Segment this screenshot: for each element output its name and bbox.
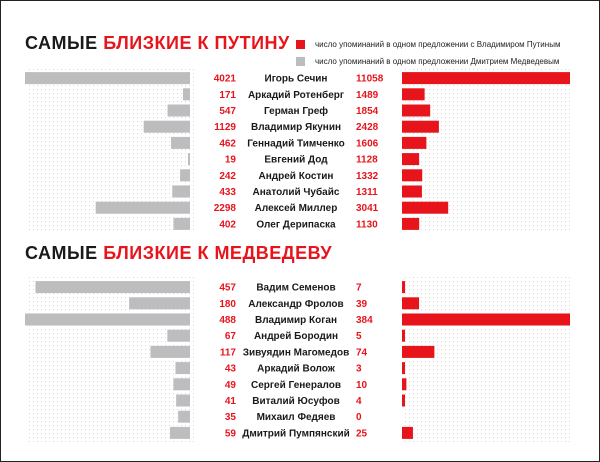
value-label-putin: 0	[356, 412, 362, 424]
bar-medvedev	[178, 411, 190, 423]
person-name-label: Александр Фролов	[248, 298, 344, 310]
value-label-medvedev: 59	[224, 428, 236, 440]
person-name-label: Геннадий Тимченко	[247, 138, 345, 150]
title-part-red: БЛИЗКИЕ К МЕДВЕДЕВУ	[103, 243, 333, 263]
person-name-label: Олег Дерипаска	[256, 219, 336, 231]
person-name-label: Андрей Бородин	[253, 331, 339, 343]
dotted-bg-right	[402, 277, 572, 442]
person-name-label: Зивуядин Магомедов	[242, 347, 350, 359]
person-name-label: Алексей Миллер	[254, 203, 338, 215]
bar-putin	[402, 72, 570, 84]
person-name-label: Аркадий Волож	[257, 363, 335, 375]
value-label-putin: 1489	[356, 89, 379, 101]
bar-medvedev	[167, 330, 190, 342]
value-label-putin: 2428	[356, 122, 379, 134]
value-label-putin: 7	[356, 282, 362, 294]
bar-putin	[402, 314, 570, 326]
value-label-medvedev: 2298	[213, 203, 236, 215]
bar-putin	[402, 121, 439, 133]
value-label-medvedev: 67	[224, 331, 236, 343]
bar-putin	[402, 362, 405, 374]
bar-putin	[402, 137, 426, 149]
bar-putin	[402, 105, 430, 117]
value-label-putin: 384	[356, 315, 373, 326]
bar-putin	[402, 281, 405, 293]
legend-label-medvedev: число упоминаний в одном предложении Дмитрием Медведевым	[315, 57, 560, 66]
value-label-putin: 1130	[356, 219, 378, 231]
value-label-medvedev: 49	[224, 379, 236, 391]
value-label-putin: 3	[356, 363, 362, 375]
person-name-label: Игорь Сечин	[264, 73, 328, 85]
bar-medvedev	[150, 346, 190, 358]
value-label-putin: 10	[356, 379, 368, 391]
bar-putin	[402, 330, 405, 342]
value-label-medvedev: 457	[219, 282, 236, 294]
bar-medvedev	[175, 362, 190, 374]
value-label-putin: 25	[356, 428, 368, 440]
person-name-label: Андрей Костин	[258, 170, 334, 182]
bar-medvedev	[171, 137, 190, 149]
value-label-medvedev: 180	[219, 298, 236, 310]
value-label-medvedev: 462	[219, 138, 236, 150]
person-name-label: Михаил Федяев	[256, 412, 336, 424]
bar-putin	[402, 202, 448, 214]
value-label-medvedev: 43	[224, 363, 236, 375]
value-label-putin: 5	[356, 331, 362, 343]
value-label-medvedev: 19	[224, 154, 236, 166]
bar-putin	[402, 218, 419, 230]
value-label-medvedev: 242	[219, 170, 236, 182]
bar-medvedev	[170, 427, 190, 439]
bar-medvedev	[35, 281, 190, 293]
value-label-medvedev: 1129	[214, 122, 236, 134]
value-label-medvedev: 433	[219, 187, 236, 198]
bar-putin	[402, 88, 425, 100]
value-label-medvedev: 171	[219, 89, 236, 101]
value-label-putin: 1128	[356, 154, 378, 166]
value-label-medvedev: 35	[224, 412, 236, 424]
value-label-medvedev: 41	[224, 396, 236, 407]
value-label-medvedev: 488	[219, 315, 236, 326]
bar-putin	[402, 395, 405, 407]
bar-medvedev	[183, 88, 190, 100]
bar-medvedev	[188, 153, 190, 165]
value-label-putin: 1606	[356, 138, 379, 150]
person-name-label: Вадим Семенов	[256, 282, 336, 294]
bar-putin	[402, 427, 413, 439]
person-name-label: Сергей Генералов	[250, 379, 342, 391]
person-name-label: Герман Греф	[263, 106, 329, 117]
value-label-putin: 1332	[356, 170, 379, 182]
person-name-label: Виталий Юсуфов	[252, 396, 340, 407]
bar-medvedev	[176, 395, 190, 407]
bar-medvedev	[25, 314, 190, 326]
bar-medvedev	[129, 297, 190, 309]
legend-label-putin: число упоминаний в одном предложении с Владимиром Путиным	[315, 40, 561, 49]
title-part-black: САМЫЕ	[25, 33, 98, 53]
value-label-medvedev: 547	[219, 106, 236, 117]
value-label-putin: 3041	[356, 203, 379, 215]
value-label-putin: 39	[356, 298, 368, 310]
bar-putin	[402, 346, 434, 358]
value-label-medvedev: 117	[219, 347, 236, 359]
value-label-putin: 11058	[356, 73, 384, 85]
bar-medvedev	[173, 378, 190, 390]
value-label-putin: 4	[356, 396, 362, 407]
bar-putin	[402, 186, 422, 198]
bar-putin	[402, 297, 419, 309]
title-part-black: САМЫЕ	[25, 243, 98, 263]
bar-medvedev	[168, 105, 190, 117]
value-label-putin: 1311	[356, 187, 378, 198]
person-name-label: Дмитрий Пумпянский	[242, 428, 350, 440]
person-name-label: Владимир Якунин	[250, 122, 342, 134]
bar-medvedev	[96, 202, 190, 214]
bar-medvedev	[180, 169, 190, 181]
person-name-label: Владимир Коган	[254, 315, 338, 326]
bar-putin	[402, 153, 419, 165]
value-label-putin: 1854	[356, 106, 379, 117]
person-name-label: Анатолий Чубайс	[252, 187, 340, 198]
bar-medvedev	[174, 218, 190, 230]
value-label-medvedev: 402	[219, 219, 236, 231]
title-part-red: БЛИЗКИЕ К ПУТИНУ	[103, 33, 290, 53]
bar-medvedev	[25, 72, 190, 84]
bar-medvedev	[144, 121, 190, 133]
value-label-medvedev: 4021	[213, 73, 236, 85]
bar-putin	[402, 169, 422, 181]
person-name-label: Аркадий Ротенберг	[247, 89, 345, 101]
person-name-label: Евгений Дод	[264, 154, 328, 166]
value-label-putin: 74	[356, 347, 368, 359]
bar-putin	[402, 378, 406, 390]
bar-medvedev	[172, 186, 190, 198]
